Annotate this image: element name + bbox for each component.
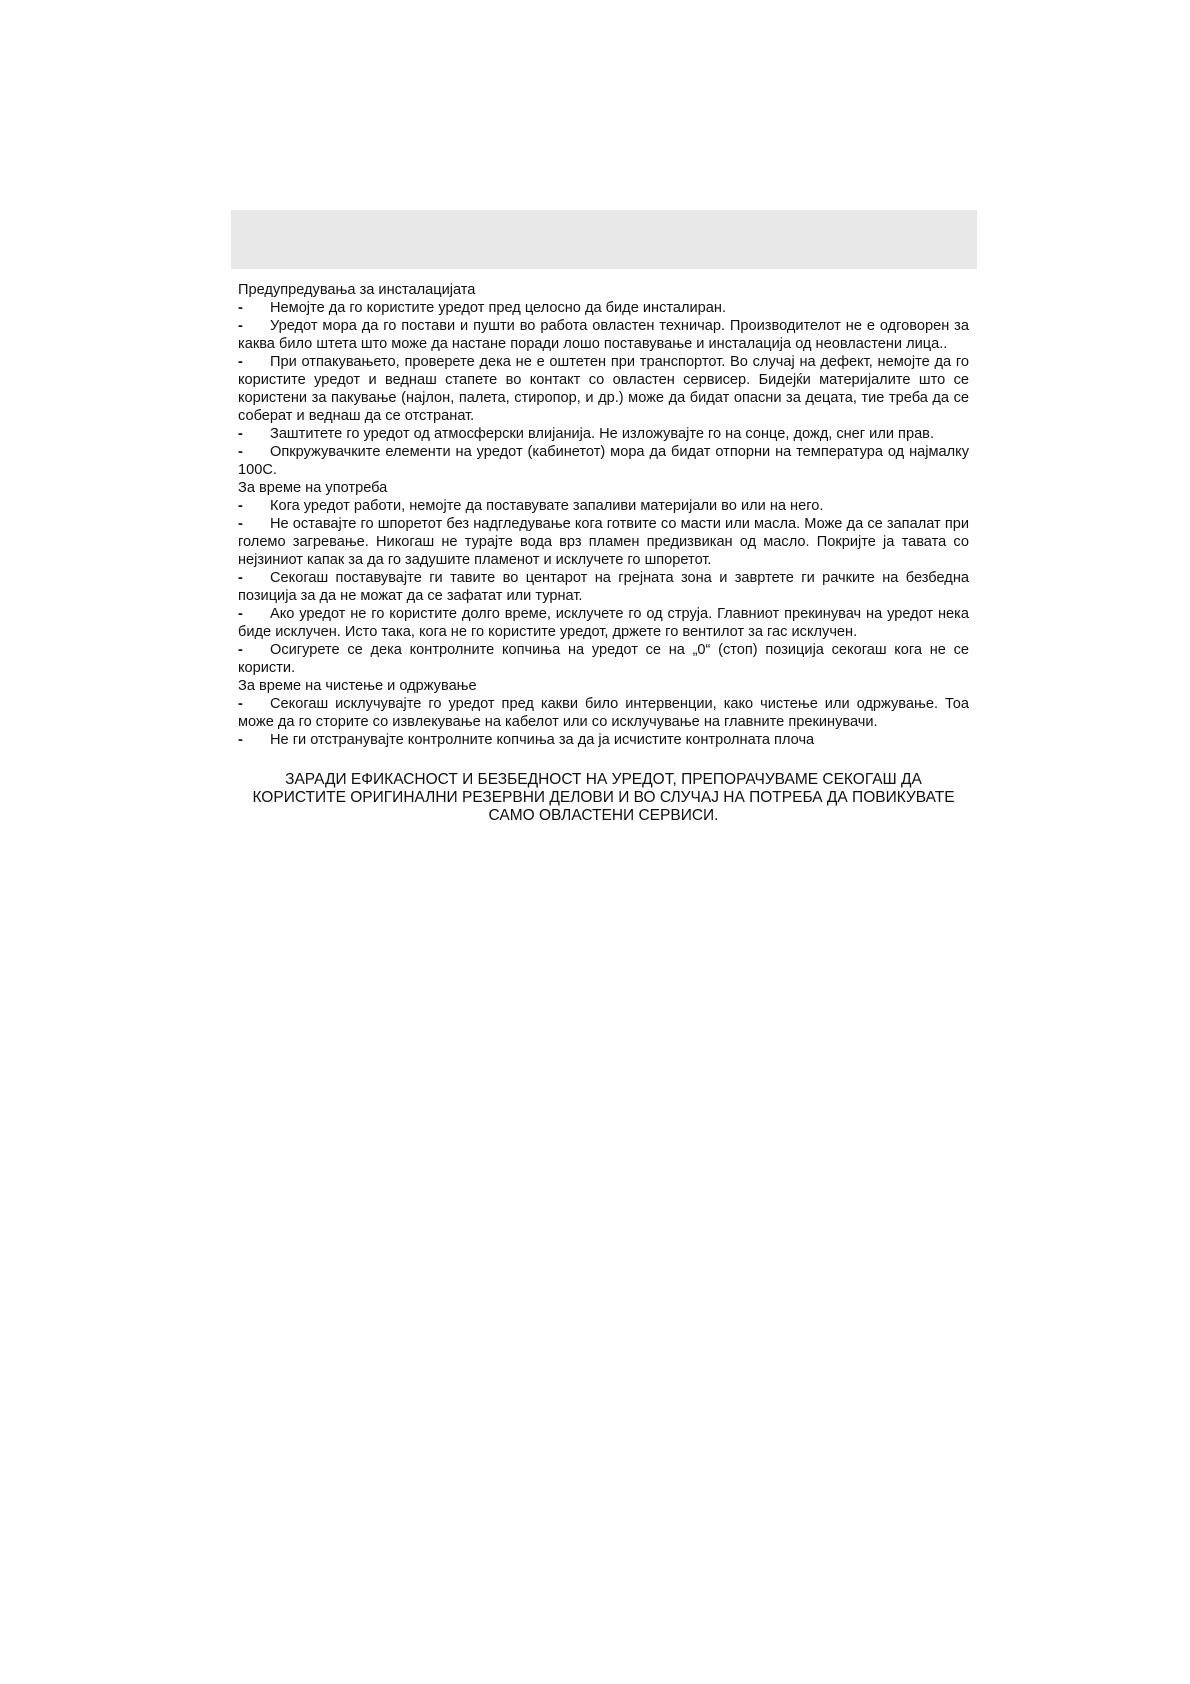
bullet-dash: - xyxy=(238,318,243,334)
section-heading-cleaning: За време на чистење и одржување xyxy=(238,678,477,694)
item-text: Не оставајте го шпоретот без надгледување кога готвите со масти или масла. Може да се запалат при големо загревање. Никогаш не турајте вода врз пламен предизвикан од масло. Покријте ја тавата со нејзиниот капак за да го задушите пламенот и исклучете го шпоретот. xyxy=(238,516,969,568)
item-text: Кога уредот работи, немојте да поставувате запаливи материјали во или на него. xyxy=(270,498,824,514)
list-item xyxy=(238,443,969,479)
section-heading-usage: За време на употреба xyxy=(238,480,388,496)
bullet-dash: - xyxy=(238,696,243,712)
item-text: Опкружувачките елементи на уредот (кабинетот) мора да бидат отпорни на температура од најмалку 100С. xyxy=(238,444,969,478)
list-item xyxy=(238,353,969,425)
bullet-dash: - xyxy=(238,300,243,316)
list-item xyxy=(238,299,969,317)
item-text: Секогаш исклучувајте го уредот пред какви било интервенции, како чистење или одржување. Тоа може да го сторите со извлекување на кабелот или со исклучување на главните прекинувачи. xyxy=(238,696,969,730)
list-item xyxy=(238,641,969,677)
item-text: Не ги отстранувајте контролните копчиња за да ја исчистите контролната плоча xyxy=(270,732,815,748)
list-item xyxy=(238,731,969,749)
item-text: Уредот мора да го постави и пушти во работа овластен техничар. Производителот не е одговорен за каква било штета што може да настане поради лошо поставување и инсталација од неовластени лица.. xyxy=(238,318,969,352)
list-item xyxy=(238,317,969,353)
item-text: Ако уредот не го користите долго време, исклучете го од струја. Главниот прекинувач на уредот нека биде исклучен. Исто така, кога не го користите уредот, држете го вентилот за гас исклучен. xyxy=(238,606,969,640)
item-text: Заштитете го уредот од атмосферски влијанија. Не изложувајте го на сонце, дожд, снег или прав. xyxy=(270,426,934,442)
bullet-dash: - xyxy=(238,426,243,442)
section-heading-installation: Предупредувања за инсталацијата xyxy=(238,282,476,298)
bullet-dash: - xyxy=(238,732,243,748)
list-item xyxy=(238,605,969,641)
bullet-dash: - xyxy=(238,606,243,622)
bullet-dash: - xyxy=(238,354,243,370)
item-text: Осигурете се дека контролните копчиња на уредот се на „0“ (стоп) позиција секогаш кога не се користи. xyxy=(238,642,969,676)
bullet-dash: - xyxy=(238,642,243,658)
item-text: Секогаш поставувајте ги тавите во центарот на грејната зона и завртете ги рачките на безбедна позиција за да не можат да се зафатат или турнат. xyxy=(238,570,969,604)
item-text: Немојте да го користите уредот пред целосно да биде инсталиран. xyxy=(270,300,727,316)
list-item xyxy=(238,569,969,605)
list-item xyxy=(238,695,969,731)
safety-warning: ЗАРАДИ ЕФИКАСНОСТ И БЕЗБЕДНОСТ НА УРЕДОТ, ПРЕПОРАЧУВАМЕ СЕКОГАШ ДА КОРИСТИТЕ ОРИГИНАЛНИ РЕЗЕРВНИ ДЕЛОВИ И ВО СЛУЧАЈ НА ПОТРЕБА ДА ПОВИКУВАТЕ САМО ОВЛАСТЕНИ СЕРВИСИ. xyxy=(252,771,955,824)
document-body xyxy=(238,281,969,841)
bullet-dash: - xyxy=(238,516,243,532)
list-item xyxy=(238,497,969,515)
header-band xyxy=(231,210,977,269)
list-item xyxy=(238,425,969,443)
bullet-dash: - xyxy=(238,570,243,586)
bullet-dash: - xyxy=(238,444,243,460)
bullet-dash: - xyxy=(238,498,243,514)
list-item xyxy=(238,515,969,569)
item-text: При отпакувањето, проверете дека не е оштетен при транспортот. Во случај на дефект, немојте да го користите уредот и веднаш стапете во контакт со овластен сервисер. Бидејќи материјалите што се користени за пакување (најлон, палета, стиропор, и др.) може да бидат опасни за децата, тие треба да се соберат и веднаш да се отстранат. xyxy=(238,354,969,424)
